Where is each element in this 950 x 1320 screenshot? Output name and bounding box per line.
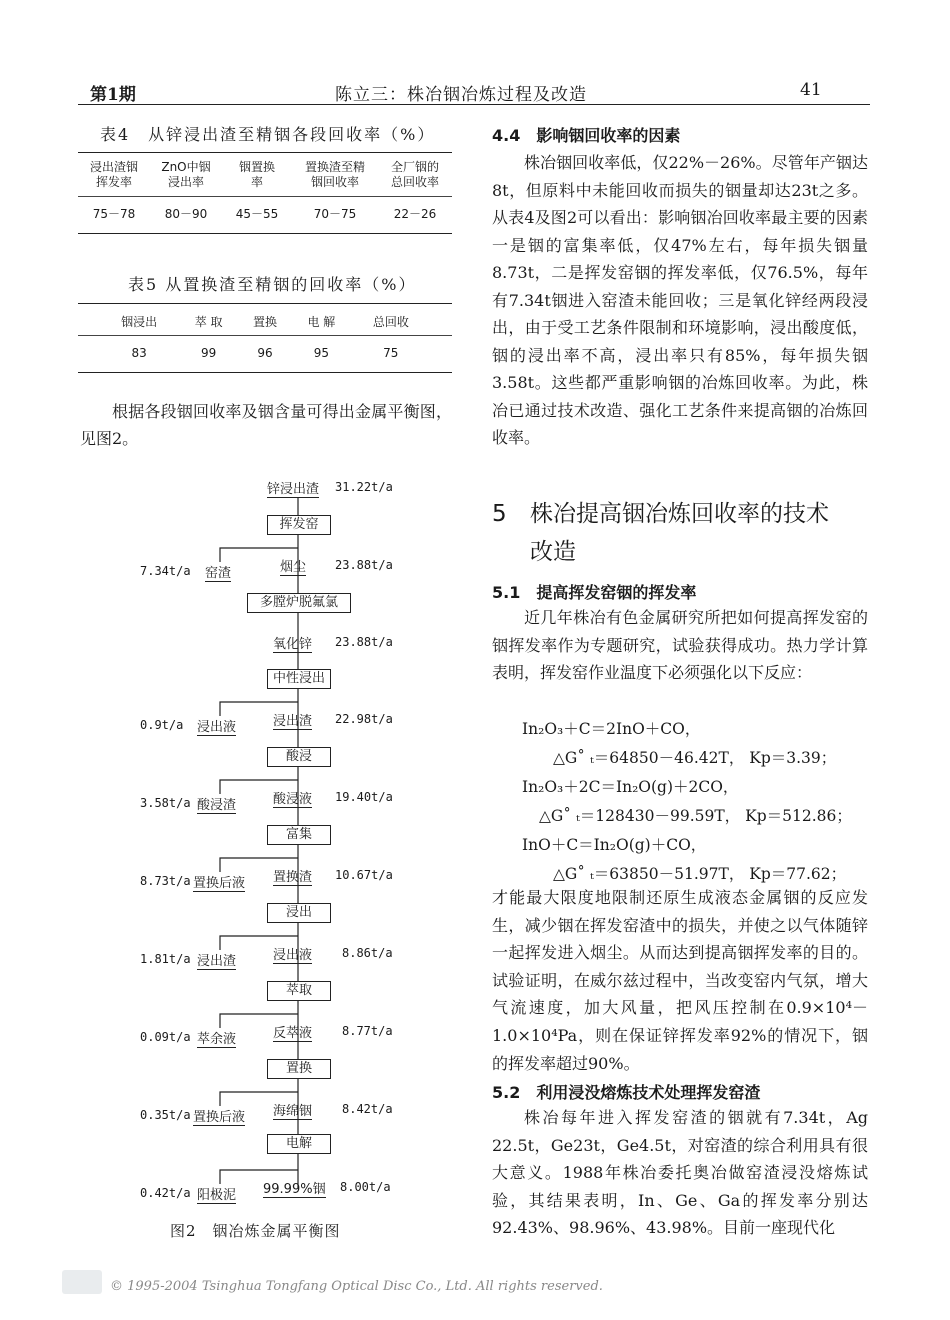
table4-header-cell: 置换渣至精 铟回收率 — [304, 160, 365, 189]
table4-cell: 80－90 — [164, 206, 208, 221]
table4-cell: 70－75 — [313, 206, 357, 221]
stream-value: 8.42t/a — [342, 1102, 393, 1116]
table4-cell: 45－55 — [235, 206, 279, 221]
process-box: 电解 — [267, 1134, 331, 1154]
copyright-footer: © 1995-2004 Tsinghua Tongfang Optical Disc Co., Ltd. All rights reserved. — [110, 1279, 603, 1294]
process-box: 置换 — [267, 1059, 331, 1079]
stream-label: 烟尘 — [280, 556, 306, 576]
equation-2-energy: △G˚ ₜ＝128430－99.59T， Kp＝512.86； — [539, 807, 852, 825]
loss-label: 浸出渣 — [197, 950, 236, 970]
loss-value: 0.09t/a — [140, 1030, 191, 1044]
table5-bottom-rule — [78, 372, 452, 373]
section-5-1-title: 5.1 提高挥发窑铟的挥发率 — [492, 583, 697, 602]
table4-mid-rule — [78, 196, 452, 197]
table5-header-cell: 电 解 — [307, 314, 336, 329]
table5-cell: 83 — [131, 346, 147, 360]
loss-label: 浸出液 — [197, 716, 236, 736]
equation-3: InO＋C＝In₂O(g)＋CO， — [522, 836, 707, 854]
stream-label: 海绵铟 — [273, 1100, 312, 1120]
stream-label: 酸浸液 — [273, 788, 312, 808]
stream-value: 8.86t/a — [342, 946, 393, 960]
loss-label: 置换后液 — [193, 872, 245, 892]
stream-label: 反萃液 — [273, 1022, 312, 1042]
table4-header-cell: 铟置换 率 — [238, 160, 275, 189]
stream-value: 8.00t/a — [340, 1180, 391, 1194]
stream-value: 8.77t/a — [342, 1024, 393, 1038]
table5-caption: 表5 从置换渣至精铟的回收率（%） — [128, 275, 417, 294]
stream-value: 22.98t/a — [335, 712, 393, 726]
table4-caption: 表4 从锌浸出渣至精铟各段回收率（%） — [100, 125, 436, 144]
section-5-number: 5 — [492, 501, 507, 527]
table4-cell: 75－78 — [92, 206, 136, 221]
stream-label: 置换渣 — [273, 866, 312, 886]
table4-header-cell: 浸出渣铟 挥发率 — [89, 160, 138, 189]
stream-label: 锌浸出渣 — [267, 478, 319, 498]
equation-1-energy: △G˚ ₜ＝64850－46.42T， Kp＝3.39； — [553, 749, 837, 767]
section-5-2-body: 株冶每年进入挥发窑渣的铟就有7.34t，Ag 22.5t，Ge23t，Ge4.5t，对窑渣的综合利用具有很大意义。1988年株冶委托奥冶做窑渣浸没熔炼试验，其结果表明，In、Ge、Ga的挥发率分别达92.43%、98.96%、43.98%。目前一座现代化 — [492, 1108, 868, 1237]
process-box: 挥发窑 — [267, 515, 331, 535]
table4-header-cell: 全厂铟的 总回收率 — [390, 160, 439, 189]
table5-header-cell: 铟浸出 — [121, 314, 158, 329]
loss-value: 0.9t/a — [140, 718, 184, 732]
process-box: 浸出 — [267, 903, 331, 923]
table4-bottom-rule — [78, 233, 452, 234]
table5-header-cell: 置换 — [252, 314, 277, 329]
table5-cell: 96 — [257, 346, 273, 360]
journal-issue: 第1期 — [90, 85, 136, 105]
loss-label: 阳极泥 — [197, 1184, 236, 1204]
publisher-logo — [62, 1270, 102, 1294]
stream-label: 氧化锌 — [273, 633, 312, 653]
running-title: 陈立三：株冶铟冶炼过程及改造 — [335, 85, 587, 105]
stream-label: 浸出液 — [273, 944, 312, 964]
equation-3-energy: △G˚ ₜ＝63850－51.97T， Kp＝77.62； — [553, 865, 847, 883]
table4-header-cell: ZnO中铟 浸出率 — [161, 160, 211, 189]
process-box: 中性浸出 — [267, 669, 331, 689]
table4-header-row — [78, 158, 452, 192]
process-box: 多膛炉脱氟氯 — [247, 593, 351, 613]
stream-value: 19.40t/a — [335, 790, 393, 804]
section-4-4-title: 4.4 影响铟回收率的因素 — [492, 126, 681, 145]
table5-cell: 95 — [313, 346, 330, 360]
table5-top-rule — [78, 303, 452, 304]
equation-2: In₂O₃＋2C＝In₂O(g)＋2CO， — [522, 778, 739, 796]
loss-value: 1.81t/a — [140, 952, 191, 966]
process-box: 富集 — [267, 825, 331, 845]
loss-value: 0.42t/a — [140, 1186, 191, 1200]
header-rule — [78, 104, 870, 105]
loss-label: 置换后液 — [193, 1106, 245, 1126]
table4-row — [78, 192, 452, 234]
table5-cell: 99 — [200, 346, 217, 360]
figure2-caption: 图2 铟冶炼金属平衡图 — [170, 1222, 341, 1240]
stream-label: 99.99%铟 — [263, 1178, 326, 1198]
loss-label: 窑渣 — [205, 562, 231, 582]
process-box: 萃取 — [267, 981, 331, 1001]
table5-header-row — [100, 311, 430, 333]
figure2-flowchart — [130, 470, 460, 1220]
table5-cell: 75 — [383, 346, 399, 360]
section-5-title-line1: 株冶提高铟冶炼回收率的技术 — [530, 501, 829, 527]
section-5-title-line2: 改造 — [530, 539, 576, 565]
loss-value: 3.58t/a — [140, 796, 191, 810]
table5-mid-rule — [78, 335, 452, 336]
stream-value: 10.67t/a — [335, 868, 393, 882]
loss-value: 7.34t/a — [140, 564, 191, 578]
stream-value: 31.22t/a — [335, 480, 393, 494]
table5-header-cell: 萃 取 — [194, 314, 223, 329]
section-5-1-body: 近几年株冶有色金属研究所把如何提高挥发窑的铟挥发率作为专题研究，试验获得成功。热力学计算表明，挥发窑作业温度下必须强化以下反应： — [492, 608, 868, 682]
loss-value: 8.73t/a — [140, 874, 191, 888]
process-box: 酸浸 — [267, 747, 331, 767]
section-5-1-conclusion: 才能最大限度地限制还原生成液态金属铟的反应发生，减少铟在挥发窑渣中的损失，并使之以气体随锌一起挥发进入烟尘。从而达到提高铟挥发率的目的。试验证明，在威尔兹过程中，当改变窑内气氛，增大气流速度，加大风量，把风压控制在0.9×10⁴－1.0×10⁴Pa，则在保证锌挥发率92%的情况下，铟的挥发率超过90%。 — [492, 888, 868, 1073]
loss-label: 萃余液 — [197, 1028, 236, 1048]
table5-row — [100, 333, 430, 373]
stream-label: 浸出渣 — [273, 710, 312, 730]
table5 — [100, 311, 430, 373]
left-paragraph: 根据各段铟回收率及铟含量可得出金属平衡图，见图2。 — [80, 402, 452, 448]
section-5-2-title: 5.2 利用浸没熔炼技术处理挥发窑渣 — [492, 1083, 761, 1102]
loss-value: 0.35t/a — [140, 1108, 191, 1122]
equation-1: In₂O₃＋C＝2InO＋CO， — [522, 720, 701, 738]
page-number: 41 — [800, 80, 822, 100]
stream-value: 23.88t/a — [335, 635, 393, 649]
loss-label: 酸浸渣 — [197, 794, 236, 814]
table4-top-rule — [78, 152, 452, 153]
stream-value: 23.88t/a — [335, 558, 393, 572]
section-4-4-body: 株冶铟回收率低，仅22%－26%。尽管年产铟达8t，但原料中未能回收而损失的铟量却达23t之多。从表4及图2可以看出：影响铟冶回收率最主要的因素一是铟的富集率低，仅47%左右，每年损失铟量8.73t，二是挥发窑铟的挥发率低，仅76.5%，每年有7.34t铟进入窑渣未能回收；三是氧化锌经两段浸出，由于受工艺条件限制和环境影响，浸出酸度低，铟的浸出率不高，浸出率只有85%，每年损失铟3.58t。这些都严重影响铟的冶炼回收率。为此，株冶已通过技术改造、强化工艺条件来提高铟的冶炼回收率。 — [492, 153, 868, 447]
table5-header-cell: 总回收 — [372, 314, 409, 329]
table4-cell: 22－26 — [393, 206, 437, 221]
